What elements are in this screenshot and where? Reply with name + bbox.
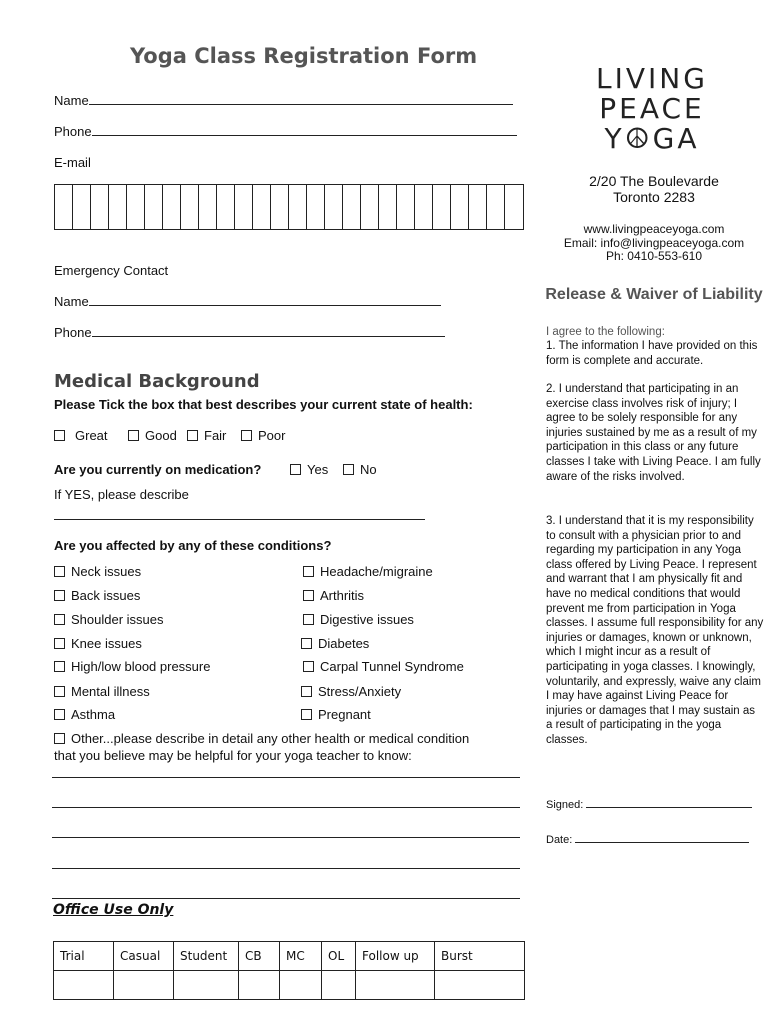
checkbox[interactable]: [303, 566, 314, 577]
condition-item[interactable]: Back issues: [54, 588, 140, 603]
emergency-phone-field[interactable]: [54, 325, 445, 340]
checkbox[interactable]: [54, 430, 65, 441]
health-option-fair[interactable]: Fair: [187, 428, 226, 443]
office-col-cb: CB: [239, 942, 280, 971]
other-line-2[interactable]: [52, 807, 520, 808]
medication-yes[interactable]: Yes: [290, 462, 328, 477]
condition-item[interactable]: Pregnant: [301, 707, 371, 722]
studio-contact: [545, 223, 763, 264]
checkbox[interactable]: [54, 614, 65, 625]
waiver-clause-1: 1. The information I have provided on this form is complete and accurate.: [546, 340, 758, 367]
date-label: Date:: [546, 834, 573, 846]
office-cell[interactable]: [280, 971, 322, 1000]
email-label: E-mail: [54, 155, 91, 170]
office-col-casual: Casual: [114, 942, 174, 971]
waiver-title: Release & Waiver of Liability: [545, 286, 763, 303]
form-title: Yoga Class Registration Form: [130, 44, 478, 68]
health-option-good[interactable]: Good: [128, 428, 177, 443]
condition-item[interactable]: Headache/migraine: [303, 564, 433, 579]
medication-no[interactable]: No: [343, 462, 377, 477]
condition-item[interactable]: Shoulder issues: [54, 612, 164, 627]
office-cell[interactable]: [435, 971, 525, 1000]
condition-item[interactable]: Digestive issues: [303, 612, 414, 627]
checkbox[interactable]: [290, 464, 301, 475]
waiver-intro: I agree to the following:: [546, 326, 665, 338]
emergency-name-label: Name: [54, 294, 89, 309]
logo-line: LIVING: [596, 62, 708, 95]
condition-item[interactable]: Asthma: [54, 707, 115, 722]
office-cell[interactable]: [239, 971, 280, 1000]
date-field[interactable]: [546, 833, 749, 846]
studio-address: [545, 173, 763, 205]
office-col-follow-up: Follow up: [356, 942, 435, 971]
other-condition-description: that you believe may be helpful for your yoga teacher to know:: [54, 748, 412, 763]
emergency-contact-label: Emergency Contact: [54, 263, 169, 278]
date-line[interactable]: [575, 833, 749, 843]
health-question: Please Tick the box that best describes your current state of health:: [54, 397, 473, 412]
medication-describe-line[interactable]: [54, 519, 425, 520]
phone-field[interactable]: [54, 124, 517, 139]
signed-label: Signed:: [546, 799, 584, 811]
checkbox[interactable]: [54, 638, 65, 649]
logo-line: Y☮GA: [604, 122, 700, 155]
if-yes-label: If YES, please describe: [54, 487, 189, 502]
office-col-student: Student: [174, 942, 239, 971]
waiver-clause-2: 2. I understand that participating in an exercise class involves risk of injury; I agree to be solely responsible for any injuries sustained by me as a result of my participation in this class or any future classes I take with Living Peace. I am fully aware of the risks involved.: [546, 383, 761, 483]
signed-field[interactable]: [546, 798, 752, 811]
office-cell[interactable]: [114, 971, 174, 1000]
emergency-name-line[interactable]: [89, 294, 441, 306]
condition-item[interactable]: Mental illness: [54, 684, 150, 699]
condition-item[interactable]: Knee issues: [54, 636, 142, 651]
checkbox[interactable]: [301, 638, 312, 649]
email-link[interactable]: Email: info@livingpeaceyoga.com: [563, 235, 745, 250]
checkbox[interactable]: [187, 430, 198, 441]
condition-item[interactable]: High/low blood pressure: [54, 659, 210, 674]
office-use-table: [53, 941, 525, 1000]
name-line[interactable]: [89, 93, 513, 105]
checkbox[interactable]: [54, 733, 65, 744]
conditions-question: Are you affected by any of these conditions?: [54, 538, 332, 553]
office-entry-row: [54, 971, 525, 1000]
email-character-boxes[interactable]: [54, 184, 524, 230]
name-label: Name: [54, 93, 89, 108]
office-col-burst: Burst: [435, 942, 525, 971]
health-option-great[interactable]: Great: [54, 428, 108, 443]
checkbox[interactable]: [54, 709, 65, 720]
other-line-5[interactable]: [52, 898, 520, 899]
condition-item[interactable]: Diabetes: [301, 636, 369, 651]
office-col-ol: OL: [322, 942, 356, 971]
website-link[interactable]: www.livingpeaceyoga.com: [583, 222, 725, 236]
condition-item[interactable]: Stress/Anxiety: [301, 684, 401, 699]
other-condition-option[interactable]: Other...please describe in detail any other health or medical condition: [54, 731, 469, 746]
checkbox[interactable]: [54, 686, 65, 697]
office-use-title: Office Use Only: [53, 902, 174, 918]
office-col-mc: MC: [280, 942, 322, 971]
waiver-clause-3: 3. I understand that it is my responsibility to consult with a physician prior to and regarding my participation in any Yoga class offered by Living Peace. I represent and warrant that I am physically fit and have no medical conditions that would prevent me from participation in Yoga classes. I assume full responsibility for any injuries or damages, known or unknown, which I might incur as a result of participating in yoga classes. I knowingly, voluntarily, and expressly, waive any claim I may have against Living Peace for injuries or damages that I may sustain as a result of participating in the yoga classes.: [546, 515, 764, 746]
checkbox[interactable]: [128, 430, 139, 441]
office-cell[interactable]: [356, 971, 435, 1000]
logo-line: PEACE: [599, 92, 705, 125]
office-cell[interactable]: [54, 971, 114, 1000]
condition-item[interactable]: Arthritis: [303, 588, 364, 603]
health-option-poor[interactable]: Poor: [241, 428, 285, 443]
emergency-phone-line[interactable]: [92, 325, 445, 337]
phone-line[interactable]: [92, 124, 517, 136]
checkbox[interactable]: [54, 590, 65, 601]
other-line-1[interactable]: [52, 777, 520, 778]
other-line-4[interactable]: [52, 868, 520, 869]
medication-question: Are you currently on medication?: [54, 462, 262, 477]
checkbox[interactable]: [301, 686, 312, 697]
office-col-trial: Trial: [54, 942, 114, 971]
checkbox[interactable]: [54, 566, 65, 577]
medical-background-title: Medical Background: [54, 371, 260, 392]
checkbox[interactable]: [303, 590, 314, 601]
emergency-phone-label: Phone: [54, 325, 92, 340]
checkbox[interactable]: [303, 661, 314, 672]
office-cell[interactable]: [322, 971, 356, 1000]
office-cell[interactable]: [174, 971, 239, 1000]
name-field[interactable]: [54, 93, 513, 108]
checkbox[interactable]: [54, 661, 65, 672]
phone-label: Phone: [54, 124, 92, 139]
office-header-row: [54, 942, 525, 971]
address-line-1: 2/20 The Boulevarde: [589, 173, 719, 189]
condition-item[interactable]: Carpal Tunnel Syndrome: [303, 659, 464, 674]
checkbox[interactable]: [343, 464, 354, 475]
emergency-name-field[interactable]: [54, 294, 441, 309]
checkbox[interactable]: [301, 709, 312, 720]
address-line-2: Toronto 2283: [613, 189, 695, 205]
condition-item[interactable]: Neck issues: [54, 564, 141, 579]
other-line-3[interactable]: [52, 837, 520, 838]
living-peace-yoga-logo: [568, 64, 736, 154]
checkbox[interactable]: [303, 614, 314, 625]
phone-number: Ph: 0410-553-610: [605, 249, 703, 263]
checkbox[interactable]: [241, 430, 252, 441]
signature-line[interactable]: [586, 798, 752, 808]
